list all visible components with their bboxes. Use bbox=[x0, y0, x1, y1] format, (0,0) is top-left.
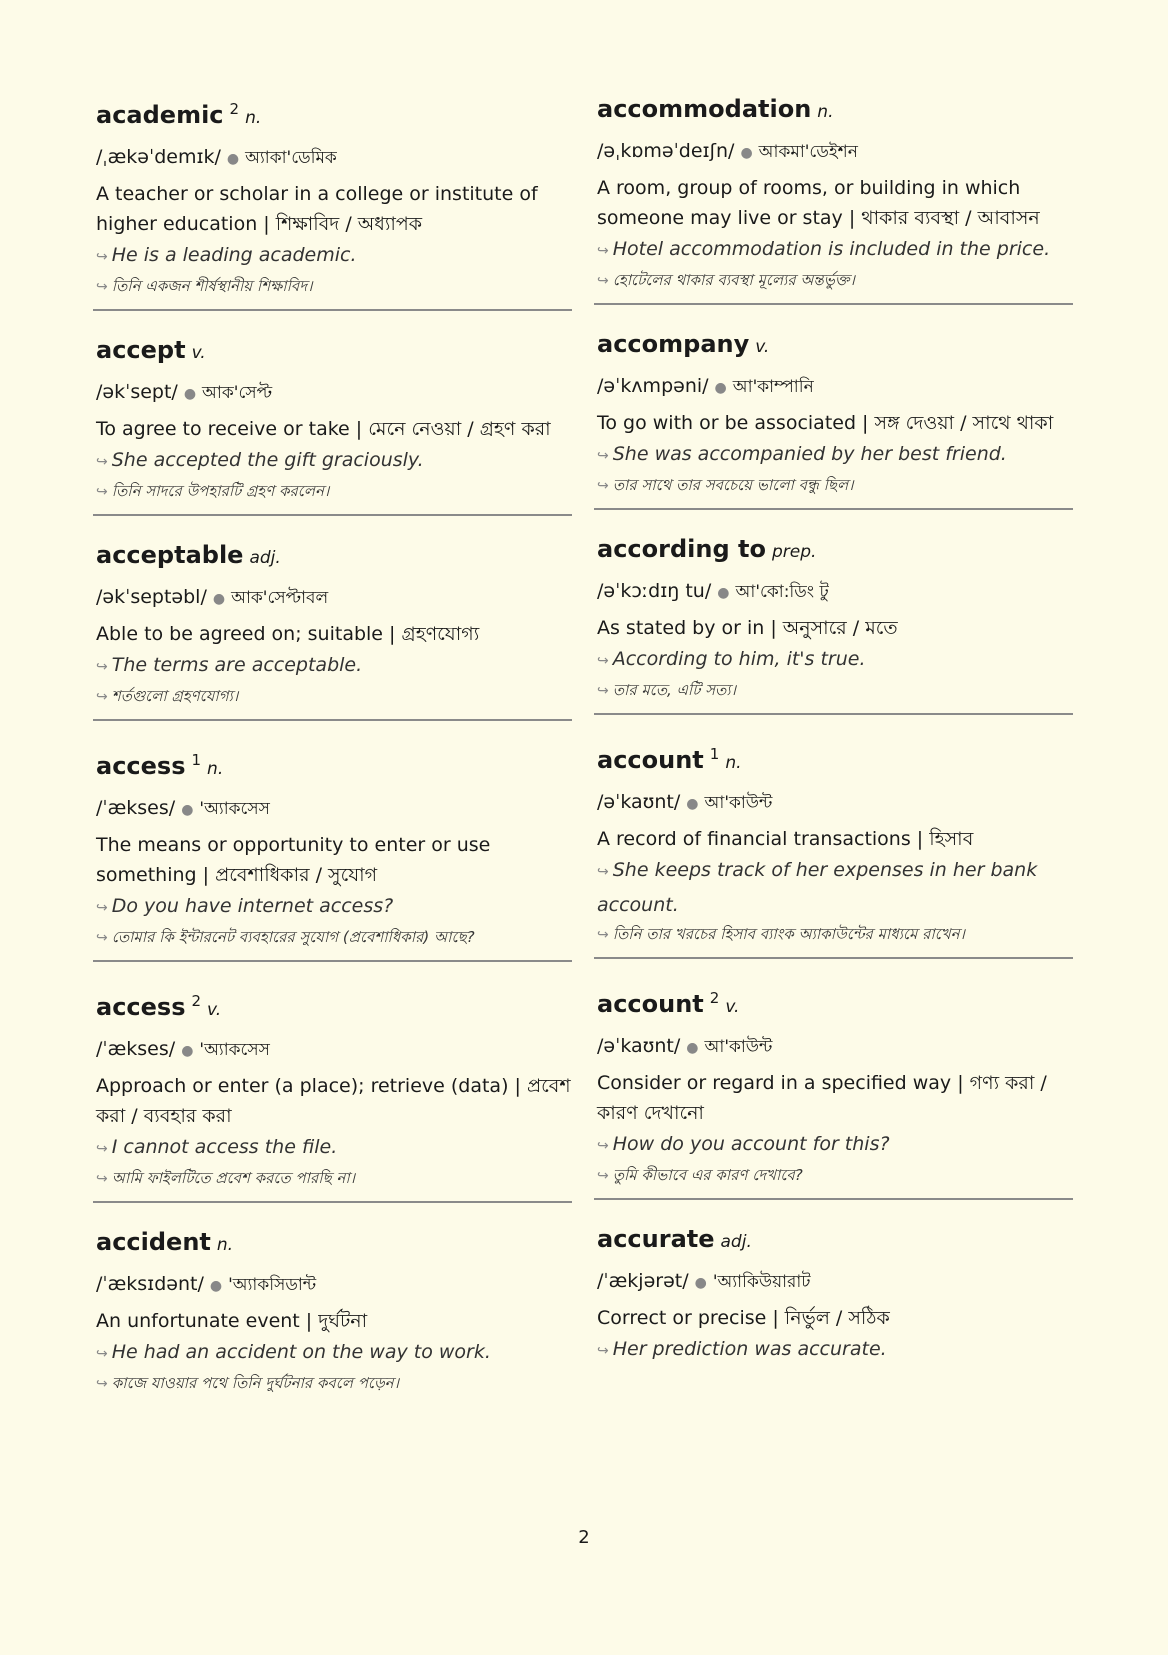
example-en bbox=[96, 1131, 572, 1166]
sense-number: 2 bbox=[229, 100, 240, 118]
example-en-text: Do you have internet access? bbox=[111, 895, 394, 917]
example-bn bbox=[597, 922, 1073, 947]
dictionary-entry bbox=[93, 333, 572, 516]
pronunciation bbox=[96, 378, 572, 408]
entry-headword-line bbox=[96, 333, 572, 370]
headword: accurate bbox=[597, 1225, 715, 1253]
entry-headword-line bbox=[597, 532, 1073, 569]
pronunciation bbox=[597, 577, 1073, 607]
example-bn-text: আমি ফাইলটিতে প্রবেশ করতে পারছি না। bbox=[111, 1169, 356, 1187]
example-bn-text: শর্তগুলো গ্রহণযোগ্য। bbox=[111, 687, 239, 705]
part-of-speech: n. bbox=[725, 753, 742, 773]
sense-number: 2 bbox=[709, 989, 720, 1007]
headword: academic bbox=[96, 101, 224, 129]
entry-headword-line bbox=[96, 743, 572, 786]
return-arrow-icon: ↪ bbox=[96, 1376, 108, 1392]
return-arrow-icon: ↪ bbox=[96, 930, 108, 946]
ipa: /əˌkɒməˈdeɪʃn/ bbox=[597, 140, 735, 162]
example-bn-text: তোমার কি ইন্টারনেট ব্যবহারের সুযোগ (প্রবেশাধিকার) আছে? bbox=[111, 928, 475, 946]
return-arrow-icon: ↪ bbox=[597, 683, 609, 699]
return-arrow-icon: ↪ bbox=[597, 653, 609, 669]
part-of-speech: v. bbox=[755, 337, 770, 357]
right-column bbox=[597, 92, 1073, 1400]
pronunciation bbox=[96, 1270, 572, 1300]
return-arrow-icon: ↪ bbox=[96, 249, 108, 265]
return-arrow-icon: ↪ bbox=[96, 1141, 108, 1157]
bullet-icon: ● bbox=[226, 151, 240, 167]
example-bn-text: তুমি কীভাবে এর কারণ দেখাবে? bbox=[612, 1166, 803, 1184]
part-of-speech: n. bbox=[207, 759, 224, 779]
bengali-pronunciation: আক'সেপ্ট bbox=[202, 383, 273, 403]
return-arrow-icon: ↪ bbox=[597, 1343, 609, 1359]
example-en-text: He had an accident on the way to work. bbox=[111, 1341, 491, 1363]
pronunciation bbox=[597, 1267, 1073, 1297]
bullet-icon: ● bbox=[686, 796, 699, 812]
bengali-pronunciation: 'অ্যাকসিডান্ট bbox=[228, 1275, 317, 1295]
bullet-icon: ● bbox=[181, 1043, 194, 1059]
pronunciation bbox=[597, 137, 1073, 167]
page-number: 2 bbox=[578, 1527, 590, 1548]
example-bn-text: কাজে যাওয়ার পথে তিনি দুর্ঘটনার কবলে পড়েন। bbox=[111, 1374, 399, 1392]
bullet-icon: ● bbox=[183, 386, 197, 402]
return-arrow-icon: ↪ bbox=[597, 1168, 609, 1184]
example-bn bbox=[597, 1163, 1073, 1188]
definition: Consider or regard in a specified way | গণ্য করা / কারণ দেখানো bbox=[597, 1072, 1047, 1124]
bullet-icon: ● bbox=[181, 802, 194, 818]
dictionary-entry bbox=[594, 981, 1073, 1200]
entry-headword-line bbox=[597, 737, 1073, 780]
return-arrow-icon: ↪ bbox=[597, 927, 609, 943]
example-en-text: The terms are acceptable. bbox=[111, 654, 363, 676]
example-en bbox=[597, 854, 1073, 922]
sense-number: 1 bbox=[709, 745, 720, 763]
dictionary-entry bbox=[93, 538, 572, 721]
return-arrow-icon: ↪ bbox=[96, 1346, 108, 1362]
bengali-pronunciation: 'অ্যাকসেস bbox=[199, 799, 270, 819]
example-bn-text: তিনি একজন শীর্ষস্থানীয় শিক্ষাবিদ। bbox=[111, 277, 313, 295]
part-of-speech: adj. bbox=[720, 1232, 752, 1252]
definition: A record of financial transactions | হিসাব bbox=[597, 828, 974, 850]
pronunciation bbox=[597, 1032, 1073, 1062]
example-en-text: She was accompanied by her best friend. bbox=[612, 443, 1007, 465]
headword: account bbox=[597, 990, 704, 1018]
bullet-icon: ● bbox=[209, 1278, 223, 1294]
bullet-icon: ● bbox=[694, 1275, 707, 1291]
definition: To go with or be associated | সঙ্গ দেওয়া / সাথে থাকা bbox=[597, 412, 1054, 434]
bengali-pronunciation: আ'কাম্পানি bbox=[732, 377, 814, 397]
definition: Correct or precise | নির্ভুল / সঠিক bbox=[597, 1307, 890, 1329]
entry-headword-line bbox=[597, 92, 1073, 129]
example-en bbox=[96, 444, 572, 479]
return-arrow-icon: ↪ bbox=[597, 864, 609, 880]
bengali-pronunciation: আ'কাউন্ট bbox=[704, 1037, 773, 1057]
part-of-speech: n. bbox=[817, 102, 834, 122]
example-bn bbox=[96, 925, 572, 950]
pronunciation bbox=[96, 583, 572, 613]
return-arrow-icon: ↪ bbox=[597, 243, 609, 259]
example-bn bbox=[597, 268, 1073, 293]
part-of-speech: v. bbox=[207, 1000, 222, 1020]
headword: access bbox=[96, 752, 186, 780]
return-arrow-icon: ↪ bbox=[96, 659, 108, 675]
headword: acceptable bbox=[96, 541, 244, 569]
ipa: /əkˈsept/ bbox=[96, 381, 178, 403]
bengali-pronunciation: আক'সেপ্টাবল bbox=[231, 588, 329, 608]
pronunciation bbox=[597, 372, 1073, 402]
example-en bbox=[96, 239, 572, 274]
example-bn bbox=[597, 678, 1073, 703]
example-bn bbox=[96, 479, 572, 504]
return-arrow-icon: ↪ bbox=[597, 273, 609, 289]
ipa: /əˈkʌmpəni/ bbox=[597, 375, 709, 397]
dictionary-entry bbox=[93, 984, 572, 1203]
return-arrow-icon: ↪ bbox=[96, 484, 108, 500]
part-of-speech: adj. bbox=[249, 548, 281, 568]
ipa: /əˈkɔːdɪŋ tu/ bbox=[597, 580, 712, 602]
example-en-text: Hotel accommodation is included in the price. bbox=[612, 238, 1051, 260]
dictionary-entry bbox=[93, 743, 572, 962]
bullet-icon: ● bbox=[717, 585, 730, 601]
bengali-pronunciation: 'অ্যাকসেস bbox=[199, 1040, 270, 1060]
entry-headword-line bbox=[597, 327, 1073, 364]
dictionary-entry bbox=[594, 92, 1073, 305]
headword: according to bbox=[597, 535, 766, 563]
example-en-text: She accepted the gift graciously. bbox=[111, 449, 424, 471]
ipa: /ˈækses/ bbox=[96, 1038, 176, 1060]
example-en-text: She keeps track of her expenses in her bank account. bbox=[597, 859, 1038, 916]
return-arrow-icon: ↪ bbox=[96, 900, 108, 916]
pronunciation bbox=[96, 794, 572, 824]
example-en-text: He is a leading academic. bbox=[111, 244, 357, 266]
headword: accident bbox=[96, 1228, 211, 1256]
example-bn bbox=[597, 473, 1073, 498]
example-bn bbox=[96, 684, 572, 709]
bullet-icon: ● bbox=[212, 591, 226, 607]
bullet-icon: ● bbox=[740, 145, 753, 161]
example-bn-text: তিনি তার খরচের হিসাব ব্যাংক অ্যাকাউন্টের মাধ্যমে রাখেন। bbox=[612, 925, 965, 943]
definition: Approach or enter (a place); retrieve (data) | প্রবেশ করা / ব্যবহার করা bbox=[96, 1075, 571, 1127]
definition: A teacher or scholar in a college or institute of higher education | শিক্ষাবিদ / অধ্যাপক bbox=[96, 183, 538, 235]
definition: To agree to receive or take | মেনে নেওয়া / গ্রহণ করা bbox=[96, 418, 551, 440]
example-en-text: According to him, it's true. bbox=[612, 648, 866, 670]
headword: access bbox=[96, 993, 186, 1021]
example-en-text: Her prediction was accurate. bbox=[612, 1338, 887, 1360]
example-en-text: I cannot access the file. bbox=[111, 1136, 338, 1158]
return-arrow-icon: ↪ bbox=[96, 279, 108, 295]
sense-number: 1 bbox=[191, 751, 202, 769]
dictionary-entry bbox=[93, 1225, 572, 1406]
example-bn-text: তিনি সাদরে উপহারটি গ্রহণ করলেন। bbox=[111, 482, 330, 500]
return-arrow-icon: ↪ bbox=[96, 1171, 108, 1187]
return-arrow-icon: ↪ bbox=[96, 689, 108, 705]
definition: An unfortunate event | দুর্ঘটনা bbox=[96, 1310, 368, 1332]
dictionary-entry bbox=[594, 327, 1073, 510]
ipa: /ˈækjərət/ bbox=[597, 1270, 689, 1292]
return-arrow-icon: ↪ bbox=[597, 1138, 609, 1154]
bengali-pronunciation: অ্যাকা'ডেমিক bbox=[245, 148, 337, 168]
definition: Able to be agreed on; suitable | গ্রহণযোগ্য bbox=[96, 623, 480, 645]
example-en bbox=[597, 643, 1073, 678]
part-of-speech: prep. bbox=[771, 542, 817, 562]
example-en bbox=[597, 1128, 1073, 1163]
bengali-pronunciation: আ'কো:ডিং টু bbox=[735, 582, 829, 602]
bengali-pronunciation: আ'কাউন্ট bbox=[704, 793, 773, 813]
pronunciation bbox=[96, 143, 572, 173]
ipa: /əˈkaʊnt/ bbox=[597, 791, 681, 813]
ipa: /əkˈseptəbl/ bbox=[96, 586, 207, 608]
example-bn bbox=[96, 274, 572, 299]
headword: account bbox=[597, 746, 704, 774]
dictionary-entry bbox=[93, 92, 572, 311]
headword: accept bbox=[96, 336, 186, 364]
return-arrow-icon: ↪ bbox=[96, 454, 108, 470]
entry-headword-line bbox=[96, 1225, 572, 1262]
entry-headword-line bbox=[597, 1222, 1073, 1259]
ipa: /ˈækses/ bbox=[96, 797, 176, 819]
example-bn-text: তার মতে, এটি সত্য। bbox=[612, 681, 737, 699]
left-column bbox=[96, 92, 572, 1428]
sense-number: 2 bbox=[191, 992, 202, 1010]
ipa: /əˈkaʊnt/ bbox=[597, 1035, 681, 1057]
headword: accommodation bbox=[597, 95, 812, 123]
example-en bbox=[96, 890, 572, 925]
dictionary-entry bbox=[594, 532, 1073, 715]
bullet-icon: ● bbox=[714, 380, 727, 396]
dictionary-entry bbox=[594, 1222, 1073, 1378]
definition: As stated by or in | অনুসারে / মতে bbox=[597, 617, 898, 639]
entry-headword-line bbox=[96, 984, 572, 1027]
entry-headword-line bbox=[96, 538, 572, 575]
return-arrow-icon: ↪ bbox=[597, 478, 609, 494]
pronunciation bbox=[597, 788, 1073, 818]
headword: accompany bbox=[597, 330, 750, 358]
ipa: /ˌækəˈdemɪk/ bbox=[96, 146, 221, 168]
pronunciation bbox=[96, 1035, 572, 1065]
example-en bbox=[96, 649, 572, 684]
part-of-speech: v. bbox=[191, 343, 206, 363]
definition: The means or opportunity to enter or use something | প্রবেশাধিকার / সুযোগ bbox=[96, 834, 491, 886]
example-en-text: How do you account for this? bbox=[612, 1133, 890, 1155]
example-bn-text: তার সাথে তার সবচেয়ে ভালো বন্ধু ছিল। bbox=[612, 476, 854, 494]
example-en bbox=[597, 1333, 1073, 1368]
part-of-speech: n. bbox=[245, 108, 262, 128]
bengali-pronunciation: আকমা'ডেইশন bbox=[758, 142, 858, 162]
example-bn bbox=[96, 1371, 572, 1396]
example-en bbox=[96, 1336, 572, 1371]
bengali-pronunciation: 'অ্যাকিউয়ারাট bbox=[712, 1272, 811, 1292]
bullet-icon: ● bbox=[686, 1040, 699, 1056]
entry-headword-line bbox=[96, 92, 572, 135]
example-en bbox=[597, 233, 1073, 268]
example-bn-text: হোটেলের থাকার ব্যবস্থা মূল্যের অন্তর্ভুক্ত। bbox=[612, 271, 855, 289]
part-of-speech: n. bbox=[216, 1235, 234, 1255]
entry-headword-line bbox=[597, 981, 1073, 1024]
return-arrow-icon: ↪ bbox=[597, 448, 609, 464]
definition: A room, group of rooms, or building in which someone may live or stay | থাকার ব্যবস্থা / আবাসন bbox=[597, 177, 1040, 229]
example-en bbox=[597, 438, 1073, 473]
part-of-speech: v. bbox=[725, 997, 740, 1017]
ipa: /ˈæksɪdənt/ bbox=[96, 1273, 204, 1295]
dictionary-entry bbox=[594, 737, 1073, 959]
example-bn bbox=[96, 1166, 572, 1191]
